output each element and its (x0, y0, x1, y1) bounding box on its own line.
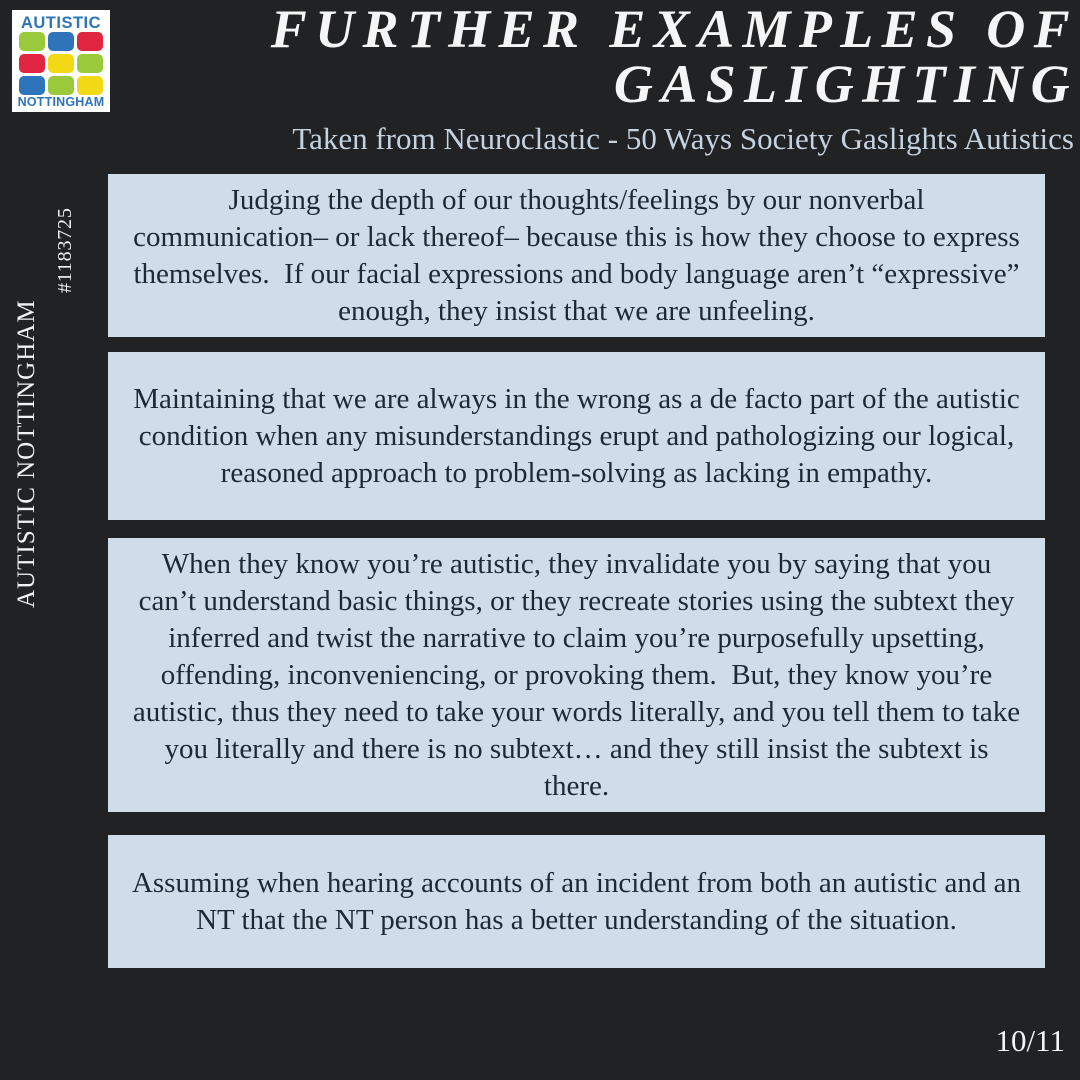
subtitle: Taken from Neuroclastic - 50 Ways Society Gaslights Autistics (292, 121, 1074, 156)
gaslighting-example-box-2 (108, 352, 1045, 520)
logo-grid-cell (19, 76, 45, 95)
logo-grid-cell (77, 54, 103, 73)
logo-grid-cell (19, 54, 45, 73)
logo-grid-cell (77, 76, 103, 95)
title-line-1: FURTHER EXAMPLES OF (270, 0, 1078, 59)
vertical-charity-number: #1183725 (54, 207, 76, 293)
logo-grid-cell (48, 76, 74, 95)
gaslighting-example-box-3 (108, 538, 1045, 812)
header (130, 0, 1078, 156)
logo-grid-cell (77, 32, 103, 51)
gaslighting-example-box-4 (108, 835, 1045, 968)
autistic-nottingham-logo (12, 10, 110, 112)
gaslighting-example-text-3: When they know you’re autistic, they invalidate you by saying that you can’t understand basic things, or they recreate stories using the subtext they inferred and twist the narrative to claim you’re purposefully upsetting, offending, inconveniencing, or provoking them. But, they know you’re autistic, thus they need to take your words literally, and you tell them to take you literally and there is no subtext… and they still insist the subtext is there. (132, 547, 1028, 802)
gaslighting-example-text-4: Assuming when hearing accounts of an incident from both an autistic and an NT that the NT person has a better understanding of the situation. (131, 866, 1029, 936)
gaslighting-example-box-1 (108, 174, 1045, 337)
gaslighting-example-text-2: Maintaining that we are always in the wrong as a de facto part of the autistic condition when any misunderstandings erupt and pathologizing our logical, reasoned approach to problem-solving as lacking in empathy. (133, 382, 1028, 489)
logo-color-grid-icon (19, 32, 103, 95)
vertical-org-name: AUTISTIC NOTTINGHAM (13, 299, 40, 608)
page-title (130, 0, 1078, 112)
logo-grid-cell (19, 32, 45, 51)
logo-text-nottingham: NOTTINGHAM (17, 94, 105, 109)
logo-grid-cell (48, 32, 74, 51)
title-line-2: GASLIGHTING (613, 54, 1078, 114)
page-number: 10/11 (995, 1023, 1065, 1058)
logo-grid-cell (48, 54, 74, 73)
logo-text-autistic: AUTISTIC (20, 14, 102, 32)
gaslighting-example-text-1: Judging the depth of our thoughts/feelings by our nonverbal communication– or lack thereof– because this is how they choose to express themselves. If our facial expressions and body language aren’t “expressive” enough, they insist that we are unfeeling. (133, 183, 1028, 327)
